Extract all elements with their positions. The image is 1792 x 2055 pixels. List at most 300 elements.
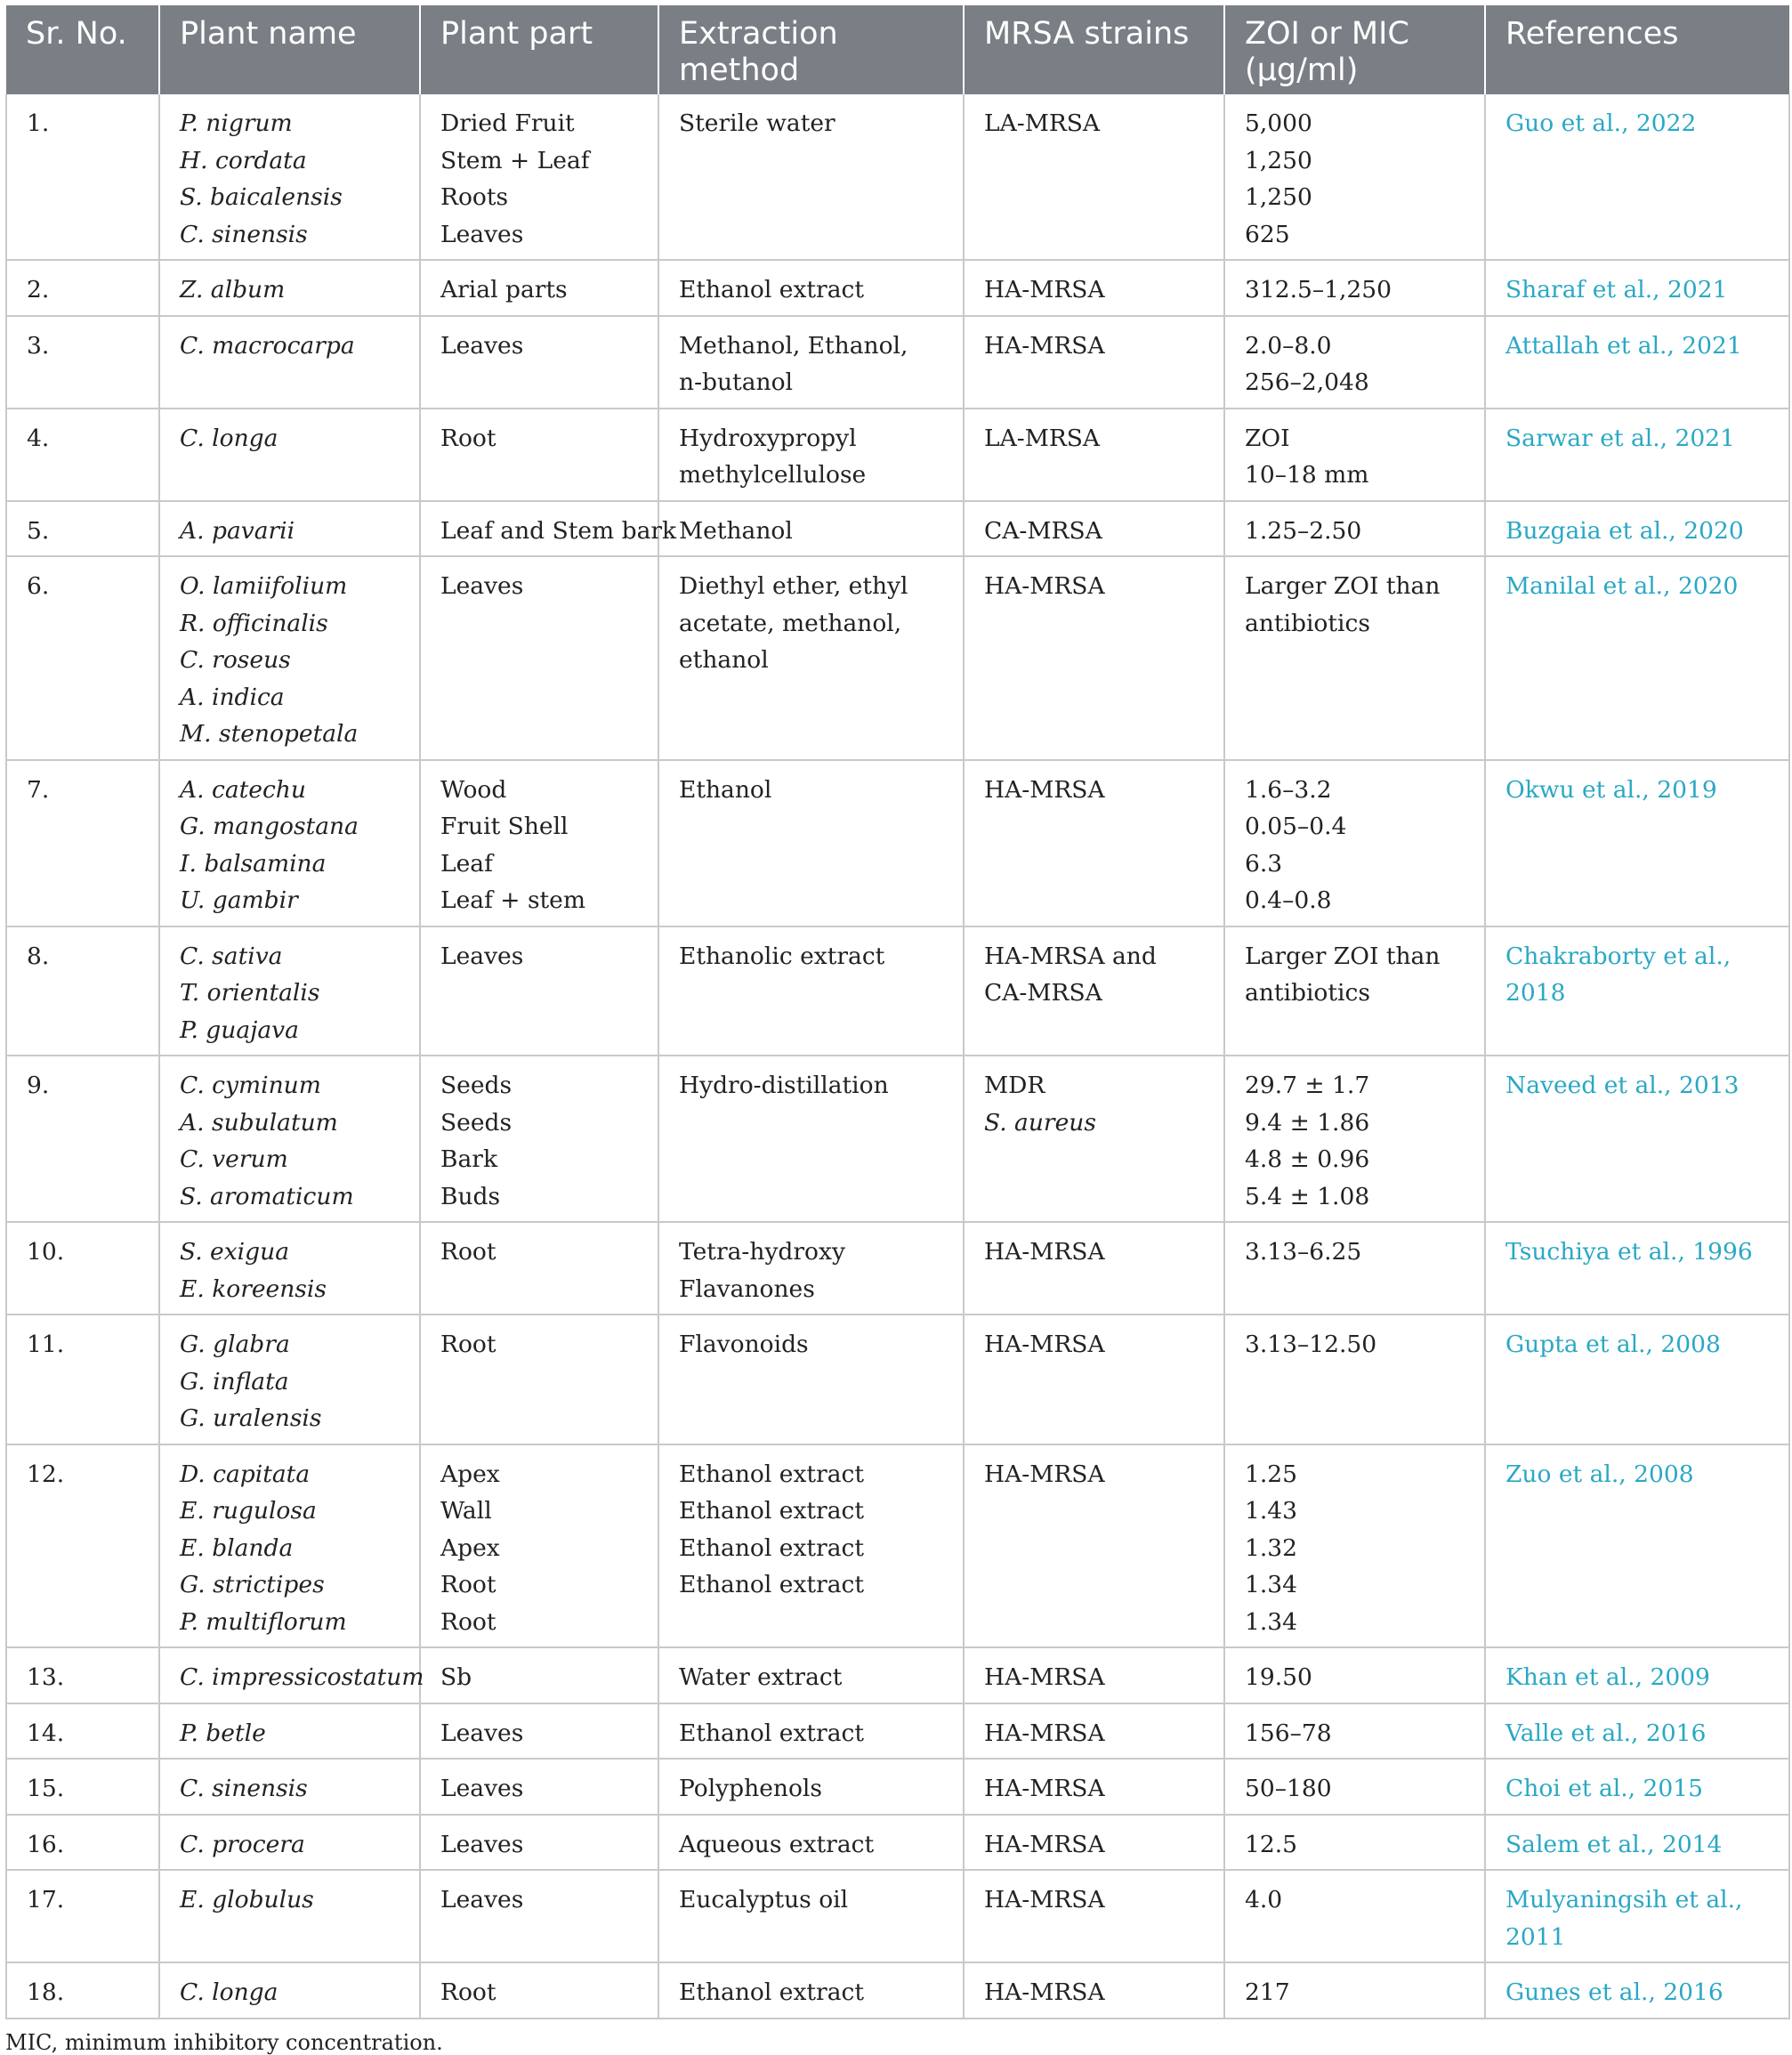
cell-extraction-method bbox=[658, 1815, 964, 1871]
cell-plant-name bbox=[159, 1315, 420, 1444]
reference-link[interactable]: Sarwar et al., 2021 bbox=[1485, 409, 1789, 501]
table-row bbox=[6, 1056, 1789, 1222]
cell-plant-name-line: O. lamiifolium bbox=[180, 572, 348, 600]
cell-zoi-mic bbox=[1224, 1647, 1485, 1703]
mrsa-plant-extract-table bbox=[5, 5, 1790, 2019]
cell-plant-part-line: Leaves bbox=[440, 331, 524, 360]
col-header-plant-name: Plant name bbox=[159, 5, 420, 94]
cell-mrsa-strains bbox=[964, 1815, 1224, 1871]
cell-plant-part bbox=[420, 1962, 658, 2019]
table-container bbox=[5, 5, 1788, 2055]
cell-extraction-method bbox=[658, 926, 964, 1056]
cell-mrsa-strains-line: CA-MRSA bbox=[984, 516, 1102, 545]
cell-zoi-mic-line: 2.0–8.0 bbox=[1245, 331, 1332, 360]
table-row bbox=[6, 926, 1789, 1056]
cell-extraction-method-line: Ethanol extract bbox=[679, 1533, 865, 1562]
cell-sr-no: 10. bbox=[6, 1222, 159, 1315]
cell-plant-name-line: G. inflata bbox=[180, 1367, 289, 1396]
cell-plant-name bbox=[159, 1815, 420, 1871]
cell-mrsa-strains-line: HA-MRSA bbox=[984, 572, 1105, 600]
cell-plant-name-line: G. strictipes bbox=[180, 1571, 325, 1598]
reference-link[interactable]: Naveed et al., 2013 bbox=[1485, 1056, 1789, 1222]
table-row bbox=[6, 94, 1789, 260]
cell-mrsa-strains-line: CA-MRSA bbox=[984, 979, 1102, 1007]
cell-zoi-mic bbox=[1224, 926, 1485, 1056]
cell-plant-part bbox=[420, 260, 658, 316]
table-row bbox=[6, 1647, 1789, 1703]
cell-mrsa-strains-line: HA-MRSA bbox=[984, 1978, 1105, 2006]
col-header-sr-no: Sr. No. bbox=[6, 5, 159, 94]
header-row bbox=[6, 5, 1789, 94]
cell-mrsa-strains bbox=[964, 260, 1224, 316]
table-row bbox=[6, 1759, 1789, 1815]
cell-sr-no: 17. bbox=[6, 1870, 159, 1962]
cell-mrsa-strains bbox=[964, 409, 1224, 501]
cell-zoi-mic-line: 256–2,048 bbox=[1245, 368, 1369, 396]
cell-zoi-mic-line: 1.25 bbox=[1245, 1460, 1298, 1488]
cell-plant-part-line: Leaves bbox=[440, 942, 524, 970]
cell-extraction-method-line: n-butanol bbox=[679, 368, 793, 396]
reference-link[interactable]: Gunes et al., 2016 bbox=[1485, 1962, 1789, 2019]
reference-link[interactable]: Gupta et al., 2008 bbox=[1485, 1315, 1789, 1444]
cell-zoi-mic-line: 5.4 ± 1.08 bbox=[1245, 1182, 1370, 1210]
cell-plant-part-line: Buds bbox=[440, 1182, 501, 1210]
cell-plant-name-line: E. globulus bbox=[180, 1886, 314, 1913]
cell-zoi-mic-line: 0.4–0.8 bbox=[1245, 886, 1332, 914]
cell-zoi-mic-line: antibiotics bbox=[1245, 979, 1370, 1007]
cell-zoi-mic-line: 6.3 bbox=[1245, 849, 1283, 878]
cell-zoi-mic-line: 625 bbox=[1245, 220, 1290, 248]
cell-extraction-method-line: Ethanol extract bbox=[679, 1719, 865, 1747]
cell-zoi-mic bbox=[1224, 316, 1485, 409]
cell-plant-part bbox=[420, 316, 658, 409]
cell-plant-part bbox=[420, 1315, 658, 1444]
table-row bbox=[6, 501, 1789, 557]
cell-mrsa-strains-line: HA-MRSA bbox=[984, 1238, 1105, 1266]
cell-extraction-method bbox=[658, 1222, 964, 1315]
cell-zoi-mic bbox=[1224, 556, 1485, 760]
cell-plant-part-line: Root bbox=[440, 424, 496, 452]
cell-plant-part-line: Seeds bbox=[440, 1108, 513, 1137]
cell-plant-name-line: S. exigua bbox=[180, 1238, 289, 1266]
cell-sr-no: 1. bbox=[6, 94, 159, 260]
cell-extraction-method-line: Ethanol extract bbox=[679, 1460, 865, 1488]
cell-mrsa-strains bbox=[964, 1962, 1224, 2019]
cell-plant-part bbox=[420, 1444, 658, 1648]
cell-plant-name-line: U. gambir bbox=[180, 886, 298, 914]
cell-zoi-mic-line: 1,250 bbox=[1245, 146, 1312, 174]
cell-mrsa-strains bbox=[964, 501, 1224, 557]
cell-extraction-method bbox=[658, 260, 964, 316]
cell-mrsa-strains-line: HA-MRSA bbox=[984, 1460, 1105, 1488]
cell-extraction-method-line: Ethanolic extract bbox=[679, 942, 885, 970]
table-row bbox=[6, 260, 1789, 316]
cell-zoi-mic-line: 10–18 mm bbox=[1245, 461, 1369, 489]
cell-plant-part-line: Apex bbox=[440, 1460, 500, 1488]
reference-link[interactable]: Choi et al., 2015 bbox=[1485, 1759, 1789, 1815]
cell-plant-part bbox=[420, 1703, 658, 1760]
table-footnote: MIC, minimum inhibitory concentration. bbox=[5, 2029, 443, 2055]
cell-extraction-method-line: Ethanol extract bbox=[679, 1497, 865, 1525]
cell-plant-name-line: A. pavarii bbox=[180, 516, 295, 545]
cell-extraction-method-line: ethanol bbox=[679, 646, 769, 674]
cell-plant-name-line: C. cyminum bbox=[180, 1072, 321, 1099]
cell-plant-name bbox=[159, 1703, 420, 1760]
cell-plant-name bbox=[159, 1222, 420, 1315]
cell-sr-no: 14. bbox=[6, 1703, 159, 1760]
cell-extraction-method-line: Flavanones bbox=[679, 1274, 815, 1303]
cell-extraction-method-line: Methanol, Ethanol, bbox=[679, 331, 908, 360]
cell-plant-name bbox=[159, 1870, 420, 1962]
cell-sr-no: 4. bbox=[6, 409, 159, 501]
cell-sr-no: 18. bbox=[6, 1962, 159, 2019]
cell-zoi-mic-line: Larger ZOI than bbox=[1245, 942, 1441, 970]
cell-extraction-method-line: Methanol bbox=[679, 516, 793, 545]
cell-mrsa-strains bbox=[964, 556, 1224, 760]
cell-sr-no: 7. bbox=[6, 760, 159, 926]
table-row bbox=[6, 1703, 1789, 1760]
table-row bbox=[6, 556, 1789, 760]
cell-plant-part-line: Sb bbox=[440, 1663, 472, 1691]
cell-zoi-mic-line: ZOI bbox=[1245, 424, 1290, 452]
cell-mrsa-strains-line: MDR bbox=[984, 1072, 1045, 1099]
cell-extraction-method-line: Tetra-hydroxy bbox=[679, 1238, 845, 1266]
cell-extraction-method-line: Polyphenols bbox=[679, 1775, 822, 1802]
cell-plant-name-line: P. guajava bbox=[180, 1015, 299, 1044]
cell-sr-no: 15. bbox=[6, 1759, 159, 1815]
cell-zoi-mic-line: 3.13–12.50 bbox=[1245, 1331, 1377, 1358]
cell-plant-name-line: G. glabra bbox=[180, 1331, 290, 1358]
cell-mrsa-strains bbox=[964, 760, 1224, 926]
table-row bbox=[6, 1444, 1789, 1648]
cell-extraction-method-line: Hydroxypropyl bbox=[679, 424, 857, 452]
cell-plant-part-line: Apex bbox=[440, 1533, 500, 1562]
cell-mrsa-strains bbox=[964, 94, 1224, 260]
reference-link[interactable]: Khan et al., 2009 bbox=[1485, 1647, 1789, 1703]
cell-plant-part-line: Root bbox=[440, 1978, 496, 2006]
cell-mrsa-strains-line: S. aureus bbox=[984, 1108, 1096, 1137]
cell-mrsa-strains-line: HA-MRSA bbox=[984, 1663, 1105, 1691]
cell-extraction-method bbox=[658, 1962, 964, 2019]
cell-plant-name-line: I. balsamina bbox=[180, 849, 327, 878]
table-row bbox=[6, 409, 1789, 501]
cell-extraction-method-line: Eucalyptus oil bbox=[679, 1886, 849, 1913]
cell-plant-name bbox=[159, 1444, 420, 1648]
cell-plant-name-line: E. blanda bbox=[180, 1533, 294, 1562]
cell-zoi-mic-line: 0.05–0.4 bbox=[1245, 813, 1347, 840]
cell-plant-part bbox=[420, 409, 658, 501]
cell-plant-part-line: Fruit Shell bbox=[440, 813, 569, 840]
cell-mrsa-strains bbox=[964, 1870, 1224, 1962]
cell-plant-part bbox=[420, 1222, 658, 1315]
cell-plant-name bbox=[159, 760, 420, 926]
cell-sr-no: 13. bbox=[6, 1647, 159, 1703]
cell-plant-part bbox=[420, 1056, 658, 1222]
cell-zoi-mic-line: 1.43 bbox=[1245, 1497, 1298, 1525]
cell-plant-name-line: P. nigrum bbox=[180, 109, 293, 137]
cell-zoi-mic-line: 1.25–2.50 bbox=[1245, 516, 1362, 545]
cell-zoi-mic bbox=[1224, 1222, 1485, 1315]
cell-sr-no: 11. bbox=[6, 1315, 159, 1444]
cell-plant-name-line: S. aromaticum bbox=[180, 1182, 354, 1210]
cell-extraction-method-line: methylcellulose bbox=[679, 461, 867, 489]
cell-plant-name-line: C. macrocarpa bbox=[180, 331, 355, 360]
cell-mrsa-strains-line: HA-MRSA bbox=[984, 1719, 1105, 1747]
cell-plant-name-line: C. procera bbox=[180, 1830, 305, 1858]
cell-extraction-method-line: Ethanol bbox=[679, 775, 772, 804]
cell-plant-part-line: Leaves bbox=[440, 1830, 524, 1858]
cell-mrsa-strains bbox=[964, 926, 1224, 1056]
cell-plant-name-line: A. catechu bbox=[180, 775, 306, 804]
reference-link[interactable]: Zuo et al., 2008 bbox=[1485, 1444, 1789, 1648]
cell-zoi-mic-line: 50–180 bbox=[1245, 1775, 1332, 1802]
cell-plant-part bbox=[420, 1870, 658, 1962]
cell-zoi-mic-line: 4.0 bbox=[1245, 1886, 1283, 1913]
cell-mrsa-strains-line: HA-MRSA bbox=[984, 331, 1105, 360]
cell-zoi-mic-line: 9.4 ± 1.86 bbox=[1245, 1108, 1370, 1137]
cell-plant-name-line: S. baicalensis bbox=[180, 183, 343, 211]
cell-zoi-mic bbox=[1224, 409, 1485, 501]
cell-extraction-method-line: Water extract bbox=[679, 1663, 843, 1691]
cell-extraction-method-line: Ethanol extract bbox=[679, 276, 865, 303]
col-header-mrsa-strains: MRSA strains bbox=[964, 5, 1224, 94]
cell-plant-name bbox=[159, 316, 420, 409]
cell-zoi-mic-line: 312.5–1,250 bbox=[1245, 276, 1392, 303]
cell-extraction-method-line: Flavonoids bbox=[679, 1331, 809, 1358]
cell-extraction-method bbox=[658, 1703, 964, 1760]
cell-plant-name bbox=[159, 926, 420, 1056]
cell-plant-part bbox=[420, 501, 677, 557]
reference-link[interactable]: Sharaf et al., 2021 bbox=[1485, 260, 1789, 316]
cell-plant-name-line: P. multiflorum bbox=[180, 1607, 347, 1636]
cell-plant-part-line: Leaf bbox=[440, 849, 493, 878]
cell-mrsa-strains-line: HA-MRSA bbox=[984, 1775, 1105, 1802]
cell-plant-name-line: C. sativa bbox=[180, 942, 283, 970]
cell-zoi-mic bbox=[1224, 1870, 1485, 1962]
cell-plant-part-line: Leaves bbox=[440, 1775, 524, 1802]
cell-plant-part-line: Root bbox=[440, 1331, 496, 1358]
cell-plant-name-line: P. betle bbox=[180, 1719, 266, 1747]
cell-extraction-method bbox=[658, 316, 964, 409]
cell-plant-name-line: A. indica bbox=[180, 683, 285, 711]
cell-mrsa-strains bbox=[964, 1056, 1224, 1222]
cell-extraction-method bbox=[658, 1870, 964, 1962]
cell-sr-no: 5. bbox=[6, 501, 159, 557]
cell-plant-name-line: C. longa bbox=[180, 424, 278, 452]
cell-extraction-method-line: Ethanol extract bbox=[679, 1571, 865, 1598]
cell-mrsa-strains-line: HA-MRSA bbox=[984, 1886, 1105, 1913]
cell-plant-name-line: T. orientalis bbox=[180, 979, 320, 1007]
cell-plant-part-line: Leaves bbox=[440, 572, 524, 600]
cell-plant-part-line: Leaves bbox=[440, 1719, 524, 1747]
cell-plant-part-line: Dried Fruit bbox=[440, 109, 575, 137]
cell-plant-part-line: Root bbox=[440, 1571, 496, 1598]
cell-sr-no: 6. bbox=[6, 556, 159, 760]
cell-zoi-mic-line: 1.34 bbox=[1245, 1607, 1298, 1636]
reference-link[interactable]: Mulyaningsih et al., 2011 bbox=[1485, 1870, 1789, 1962]
cell-plant-part bbox=[420, 556, 658, 760]
cell-plant-part-line: Leaves bbox=[440, 220, 524, 248]
cell-plant-name-line: E. rugulosa bbox=[180, 1497, 317, 1525]
cell-zoi-mic-line: 4.8 ± 0.96 bbox=[1245, 1145, 1370, 1173]
cell-extraction-method bbox=[658, 1647, 964, 1703]
cell-extraction-method bbox=[658, 1759, 964, 1815]
cell-plant-name-line: C. verum bbox=[180, 1145, 288, 1173]
cell-plant-name-line: M. stenopetala bbox=[180, 720, 359, 748]
reference-link[interactable]: Buzgaia et al., 2020 bbox=[1485, 501, 1789, 557]
cell-mrsa-strains bbox=[964, 316, 1224, 409]
cell-extraction-method bbox=[658, 760, 964, 926]
cell-mrsa-strains-line: LA-MRSA bbox=[984, 109, 1101, 137]
reference-link[interactable]: Valle et al., 2016 bbox=[1485, 1703, 1789, 1760]
cell-plant-part-line: Leaves bbox=[440, 1886, 524, 1913]
cell-zoi-mic bbox=[1224, 1815, 1485, 1871]
cell-plant-name bbox=[159, 1962, 420, 2019]
cell-plant-name-line: G. mangostana bbox=[180, 813, 359, 840]
cell-mrsa-strains bbox=[964, 1647, 1224, 1703]
cell-plant-name-line: C. roseus bbox=[180, 646, 291, 674]
cell-plant-part-line: Seeds bbox=[440, 1072, 513, 1099]
cell-plant-part bbox=[420, 926, 658, 1056]
cell-zoi-mic-line: 1.34 bbox=[1245, 1571, 1298, 1598]
reference-link[interactable]: Chakraborty et al., 2018 bbox=[1485, 926, 1789, 1056]
cell-mrsa-strains-line: HA-MRSA bbox=[984, 1331, 1105, 1358]
table-row bbox=[6, 1815, 1789, 1871]
cell-zoi-mic bbox=[1224, 1759, 1485, 1815]
cell-plant-part bbox=[420, 1647, 658, 1703]
col-header-zoi-mic: ZOI or MIC (μg/ml) bbox=[1224, 5, 1485, 94]
cell-zoi-mic-line: 5,000 bbox=[1245, 109, 1312, 137]
cell-extraction-method-line: acetate, methanol, bbox=[679, 609, 902, 637]
cell-sr-no: 12. bbox=[6, 1444, 159, 1648]
cell-zoi-mic bbox=[1224, 94, 1485, 260]
cell-plant-name bbox=[159, 1647, 424, 1703]
cell-extraction-method-line: Hydro-distillation bbox=[679, 1072, 889, 1099]
cell-extraction-method bbox=[658, 556, 964, 760]
cell-sr-no: 3. bbox=[6, 316, 159, 409]
cell-plant-part bbox=[420, 1815, 658, 1871]
cell-zoi-mic bbox=[1224, 1444, 1485, 1648]
col-header-plant-part: Plant part bbox=[420, 5, 658, 94]
cell-plant-part bbox=[420, 1759, 658, 1815]
cell-zoi-mic-line: 12.5 bbox=[1245, 1830, 1298, 1858]
cell-mrsa-strains bbox=[964, 1444, 1224, 1648]
cell-plant-name bbox=[159, 409, 420, 501]
cell-plant-name-line: C. sinensis bbox=[180, 220, 308, 248]
table-row bbox=[6, 1870, 1789, 1962]
cell-zoi-mic-line: Larger ZOI than bbox=[1245, 572, 1441, 600]
cell-zoi-mic-line: 217 bbox=[1245, 1978, 1290, 2006]
cell-extraction-method-line: Diethyl ether, ethyl bbox=[679, 572, 908, 600]
cell-mrsa-strains-line: HA-MRSA bbox=[984, 276, 1105, 303]
cell-plant-name-line: Z. album bbox=[180, 276, 286, 303]
cell-zoi-mic bbox=[1224, 1703, 1485, 1760]
reference-link[interactable]: Attallah et al., 2021 bbox=[1485, 316, 1789, 409]
table-body bbox=[6, 94, 1789, 2019]
cell-plant-part-line: Leaf + stem bbox=[440, 886, 585, 914]
cell-plant-part-line: Root bbox=[440, 1238, 496, 1266]
cell-zoi-mic bbox=[1224, 1962, 1485, 2019]
cell-extraction-method bbox=[658, 94, 964, 260]
cell-zoi-mic-line: 29.7 ± 1.7 bbox=[1245, 1072, 1370, 1099]
cell-mrsa-strains-line: HA-MRSA and bbox=[984, 942, 1157, 970]
cell-zoi-mic-line: 19.50 bbox=[1245, 1663, 1312, 1691]
table-row bbox=[6, 760, 1789, 926]
cell-plant-name bbox=[159, 501, 420, 557]
cell-plant-name-line: A. subulatum bbox=[180, 1108, 338, 1137]
cell-extraction-method bbox=[658, 1056, 964, 1222]
cell-plant-name-line: R. officinalis bbox=[180, 609, 328, 637]
cell-plant-name-line: E. koreensis bbox=[180, 1274, 327, 1303]
table-row bbox=[6, 1962, 1789, 2019]
cell-mrsa-strains bbox=[964, 1315, 1224, 1444]
table-row bbox=[6, 1222, 1789, 1315]
cell-mrsa-strains bbox=[964, 1703, 1224, 1760]
cell-plant-name-line: H. cordata bbox=[180, 146, 307, 174]
cell-mrsa-strains-line: HA-MRSA bbox=[984, 1830, 1105, 1858]
cell-sr-no: 16. bbox=[6, 1815, 159, 1871]
cell-plant-name bbox=[159, 556, 420, 760]
cell-plant-part-line: Stem + Leaf bbox=[440, 146, 590, 174]
cell-plant-name bbox=[159, 94, 420, 260]
cell-plant-part-line: Root bbox=[440, 1607, 496, 1636]
cell-plant-part-line: Bark bbox=[440, 1145, 497, 1173]
col-header-extraction-method: Extraction method bbox=[658, 5, 964, 94]
cell-extraction-method-line: Ethanol extract bbox=[679, 1978, 865, 2006]
cell-extraction-method-line: Sterile water bbox=[679, 109, 835, 137]
cell-mrsa-strains bbox=[964, 1222, 1224, 1315]
cell-plant-name-line: D. capitata bbox=[180, 1460, 311, 1488]
col-header-references: References bbox=[1485, 5, 1789, 94]
cell-plant-name bbox=[159, 1056, 420, 1222]
reference-link[interactable]: Guo et al., 2022 bbox=[1485, 94, 1789, 260]
cell-zoi-mic-line: 1.32 bbox=[1245, 1533, 1298, 1562]
cell-plant-name-line: G. uralensis bbox=[180, 1404, 322, 1432]
cell-mrsa-strains-line: LA-MRSA bbox=[984, 424, 1101, 452]
cell-zoi-mic bbox=[1224, 1056, 1485, 1222]
cell-plant-name-line: C. impressicostatum bbox=[180, 1663, 424, 1691]
cell-sr-no: 2. bbox=[6, 260, 159, 316]
cell-mrsa-strains bbox=[964, 1759, 1224, 1815]
cell-extraction-method bbox=[658, 1444, 964, 1648]
cell-zoi-mic bbox=[1224, 760, 1485, 926]
reference-link[interactable]: Okwu et al., 2019 bbox=[1485, 760, 1789, 926]
cell-zoi-mic-line: antibiotics bbox=[1245, 609, 1370, 637]
cell-plant-name bbox=[159, 260, 420, 316]
cell-zoi-mic-line: 156–78 bbox=[1245, 1719, 1332, 1747]
table-row bbox=[6, 316, 1789, 409]
cell-mrsa-strains-line: HA-MRSA bbox=[984, 775, 1105, 804]
cell-sr-no: 9. bbox=[6, 1056, 159, 1222]
cell-plant-name-line: C. sinensis bbox=[180, 1775, 308, 1802]
cell-zoi-mic-line: 1.6–3.2 bbox=[1245, 775, 1332, 804]
cell-plant-name-line: C. longa bbox=[180, 1978, 278, 2006]
cell-extraction-method bbox=[658, 409, 964, 501]
cell-zoi-mic-line: 3.13–6.25 bbox=[1245, 1238, 1362, 1266]
cell-plant-part-line: Arial parts bbox=[440, 276, 568, 303]
reference-link[interactable]: Tsuchiya et al., 1996 bbox=[1485, 1222, 1789, 1315]
reference-link[interactable]: Manilal et al., 2020 bbox=[1485, 556, 1789, 760]
cell-plant-part-line: Leaf and Stem bark bbox=[440, 516, 677, 545]
cell-plant-part-line: Roots bbox=[440, 183, 509, 211]
reference-link[interactable]: Salem et al., 2014 bbox=[1485, 1815, 1789, 1871]
cell-zoi-mic bbox=[1224, 501, 1485, 557]
table-row bbox=[6, 1315, 1789, 1444]
cell-plant-part bbox=[420, 94, 658, 260]
cell-plant-part-line: Wall bbox=[440, 1497, 492, 1525]
cell-extraction-method bbox=[658, 1315, 964, 1444]
cell-zoi-mic bbox=[1224, 1315, 1485, 1444]
